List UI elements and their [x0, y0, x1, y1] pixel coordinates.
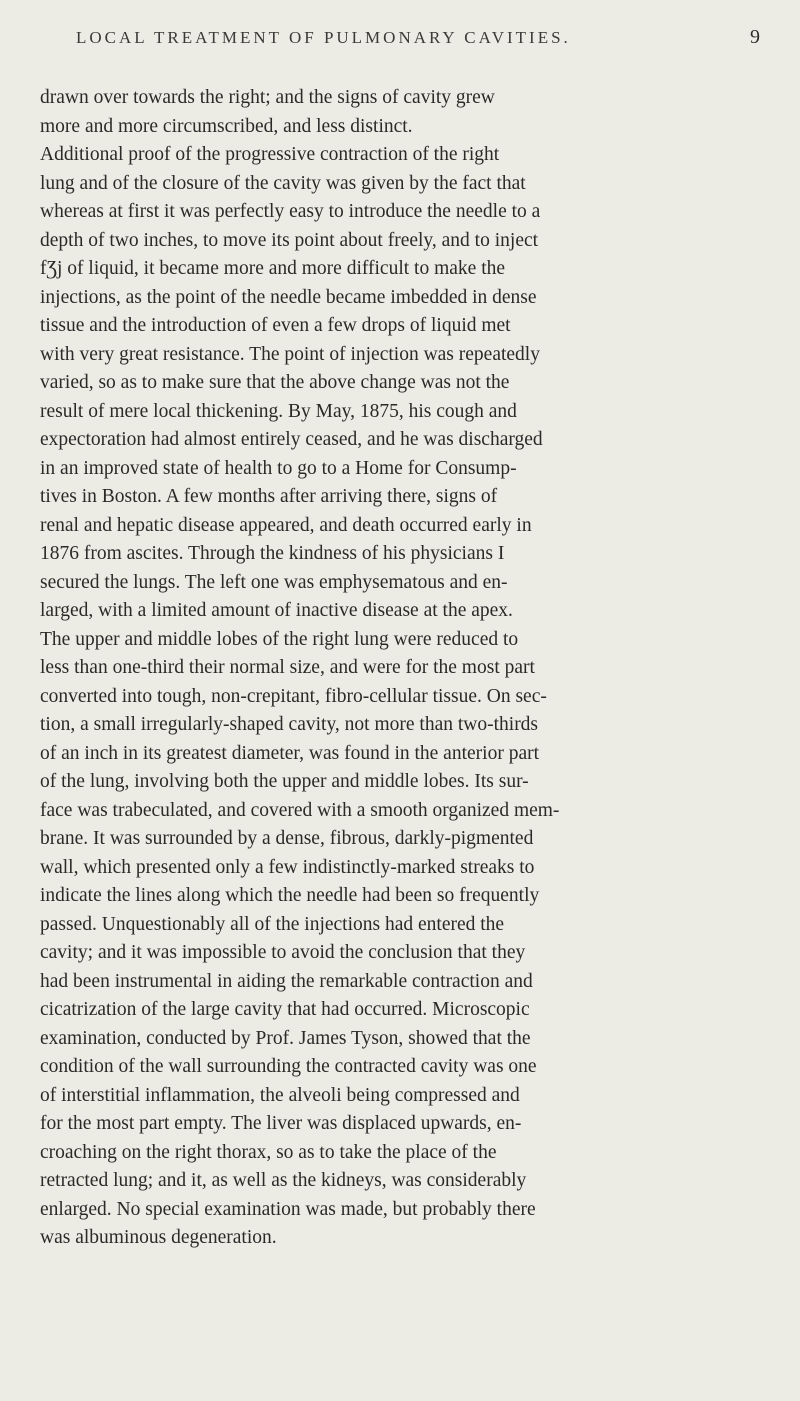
text-line: more and more circumscribed, and less distinct.	[40, 115, 413, 137]
text-line: indicate the lines along which the needle had been so frequently	[40, 885, 540, 906]
text-line: fƷj of liquid, it became more and more difficult to make the	[40, 258, 506, 279]
text-line: in an improved state of health to go to a Home for Consump-	[40, 457, 517, 479]
text-line: retracted lung; and it, as well as the kidneys, was considerably	[40, 1170, 527, 1191]
text-line: face was trabeculated, and covered with a smooth organized mem-	[40, 799, 560, 821]
text-line: secured the lungs. The left one was emphysematous and en-	[40, 571, 508, 593]
text-line: was albuminous degeneration.	[40, 1227, 277, 1248]
text-line: The upper and middle lobes of the right lung were reduced to	[40, 628, 519, 650]
text-line: passed. Unquestionably all of the injections had entered the	[40, 913, 505, 935]
text-line: condition of the wall surrounding the contracted cavity was one	[40, 1056, 537, 1077]
text-line: tissue and the introduction of even a few drops of liquid met	[40, 315, 511, 336]
text-line: had been instrumental in aiding the remarkable contraction and	[40, 970, 533, 992]
text-line: result of mere local thickening. By May, 1875, his cough and	[40, 400, 517, 422]
text-line: of an inch in its greatest diameter, was found in the anterior part	[40, 742, 540, 764]
text-line: of interstitial inflammation, the alveoli being compressed and	[40, 1084, 520, 1106]
text-line: wall, which presented only a few indistinctly-marked streaks to	[40, 856, 535, 878]
text-line: converted into tough, non-crepitant, fibro-cellular tissue. On sec-	[40, 685, 547, 707]
text-line: whereas at first it was perfectly easy to introduce the needle to a	[40, 201, 541, 222]
text-line: with very great resistance. The point of injection was repeatedly	[40, 343, 540, 365]
body-text	[40, 84, 780, 1253]
text-line: cicatrization of the large cavity that had occurred. Microscopic	[40, 999, 530, 1020]
text-line: enlarged. No special examination was made, but probably there	[40, 1198, 536, 1220]
text-line: less than one-third their normal size, and were for the most part	[40, 657, 535, 678]
text-line: larged, with a limited amount of inactive disease at the apex.	[40, 600, 513, 621]
text-line: for the most part empty. The liver was displaced upwards, en-	[40, 1113, 522, 1134]
running-head: LOCAL TREATMENT OF PULMONARY CAVITIES.	[76, 28, 571, 47]
text-line: cavity; and it was impossible to avoid the conclusion that they	[40, 942, 526, 963]
text-line: depth of two inches, to move its point about freely, and to inject	[40, 229, 539, 251]
text-line: drawn over towards the right; and the signs of cavity grew	[40, 87, 495, 108]
text-line: renal and hepatic disease appeared, and death occurred early in	[40, 514, 532, 536]
text-line: Additional proof of the progressive contraction of the right	[40, 144, 500, 165]
text-line: lung and of the closure of the cavity was given by the fact that	[40, 172, 526, 194]
text-line: injections, as the point of the needle became imbedded in dense	[40, 286, 537, 308]
text-line: 1876 from ascites. Through the kindness of his physicians I	[40, 543, 505, 564]
text-line: examination, conducted by Prof. James Tyson, showed that the	[40, 1027, 531, 1049]
text-line: expectoration had almost entirely ceased, and he was discharged	[40, 429, 543, 450]
text-line: croaching on the right thorax, so as to take the place of the	[40, 1141, 497, 1163]
page-number: 9	[750, 26, 760, 48]
text-line: varied, so as to make sure that the above change was not the	[40, 372, 510, 393]
text-line: tives in Boston. A few months after arriving there, signs of	[40, 486, 498, 507]
text-line: tion, a small irregularly-shaped cavity, not more than two-thirds	[40, 714, 539, 735]
text-line: of the lung, involving both the upper and middle lobes. Its sur-	[40, 771, 529, 792]
text-line: brane. It was surrounded by a dense, fibrous, darkly-pigmented	[40, 828, 534, 849]
